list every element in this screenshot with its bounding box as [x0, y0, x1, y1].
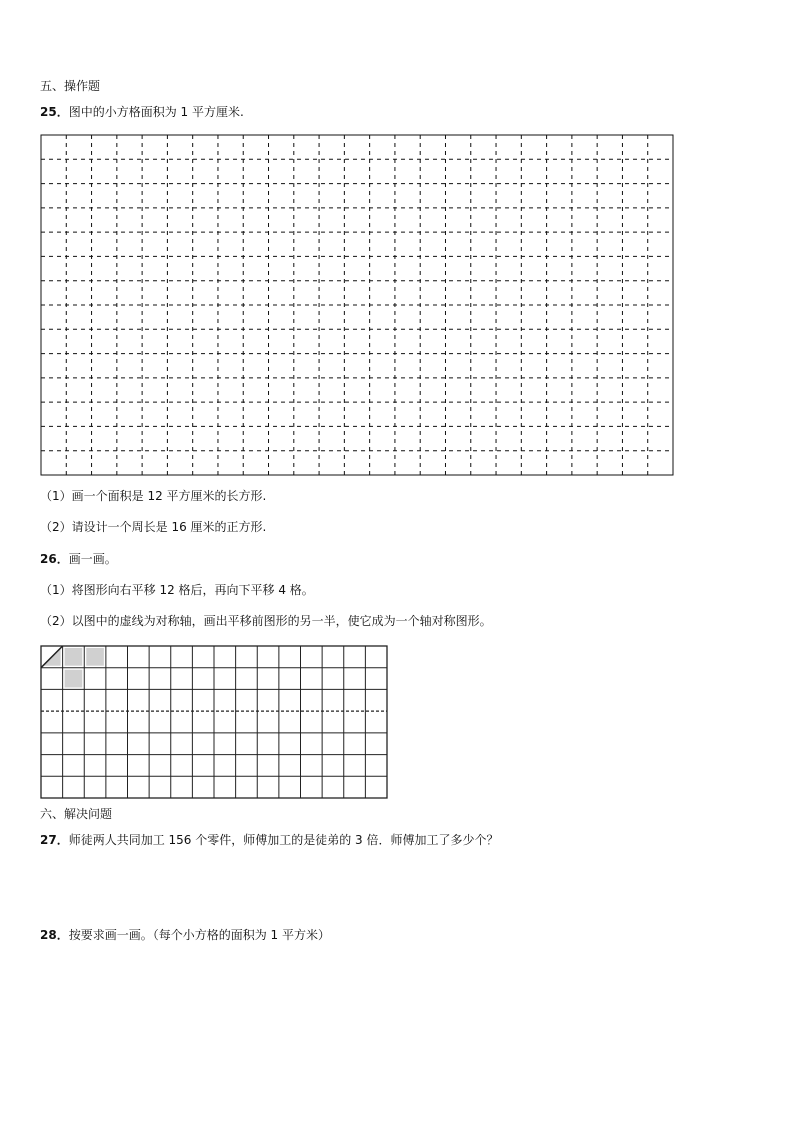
question-26-text: 画一画。 [68, 552, 117, 566]
question-28 [40, 927, 330, 943]
question-28-text: 按要求画一画。（每个小方格的面积为 1 平方米） [68, 928, 330, 942]
question-25 [40, 104, 244, 120]
shaded-cell [65, 670, 83, 688]
question-26 [40, 551, 117, 567]
question-27 [40, 832, 499, 848]
shaded-cell [86, 648, 104, 666]
question-26-number: 26． [40, 552, 69, 566]
question-25-number: 25． [40, 105, 69, 119]
question-25-sub1: （1）画一个面积是 12 平方厘米的长方形. [40, 489, 267, 503]
section-5-title: 五、操作题 [40, 79, 101, 93]
question-27-text: 师徒两人共同加工 156 个零件，师傅加工的是徒弟的 3 倍．师傅加工了多少个？ [68, 833, 499, 847]
grid-q25 [0, 120, 794, 500]
question-27-number: 27． [40, 833, 69, 847]
question-25-text: 图中的小方格面积为 1 平方厘米. [68, 105, 244, 119]
shaded-cell [65, 648, 83, 666]
question-28-number: 28． [40, 928, 69, 942]
question-25-sub2: （2）请设计一个周长是 16 厘米的正方形. [40, 520, 267, 534]
question-26-sub1: （1）将图形向右平移 12 格后，再向下平移 4 格。 [40, 583, 314, 597]
grid-q26 [0, 640, 794, 802]
question-26-sub2: （2）以图中的虚线为对称轴，画出平移前图形的另一半，使它成为一个轴对称图形。 [40, 614, 492, 628]
section-6-title: 六、解决问题 [40, 807, 113, 821]
